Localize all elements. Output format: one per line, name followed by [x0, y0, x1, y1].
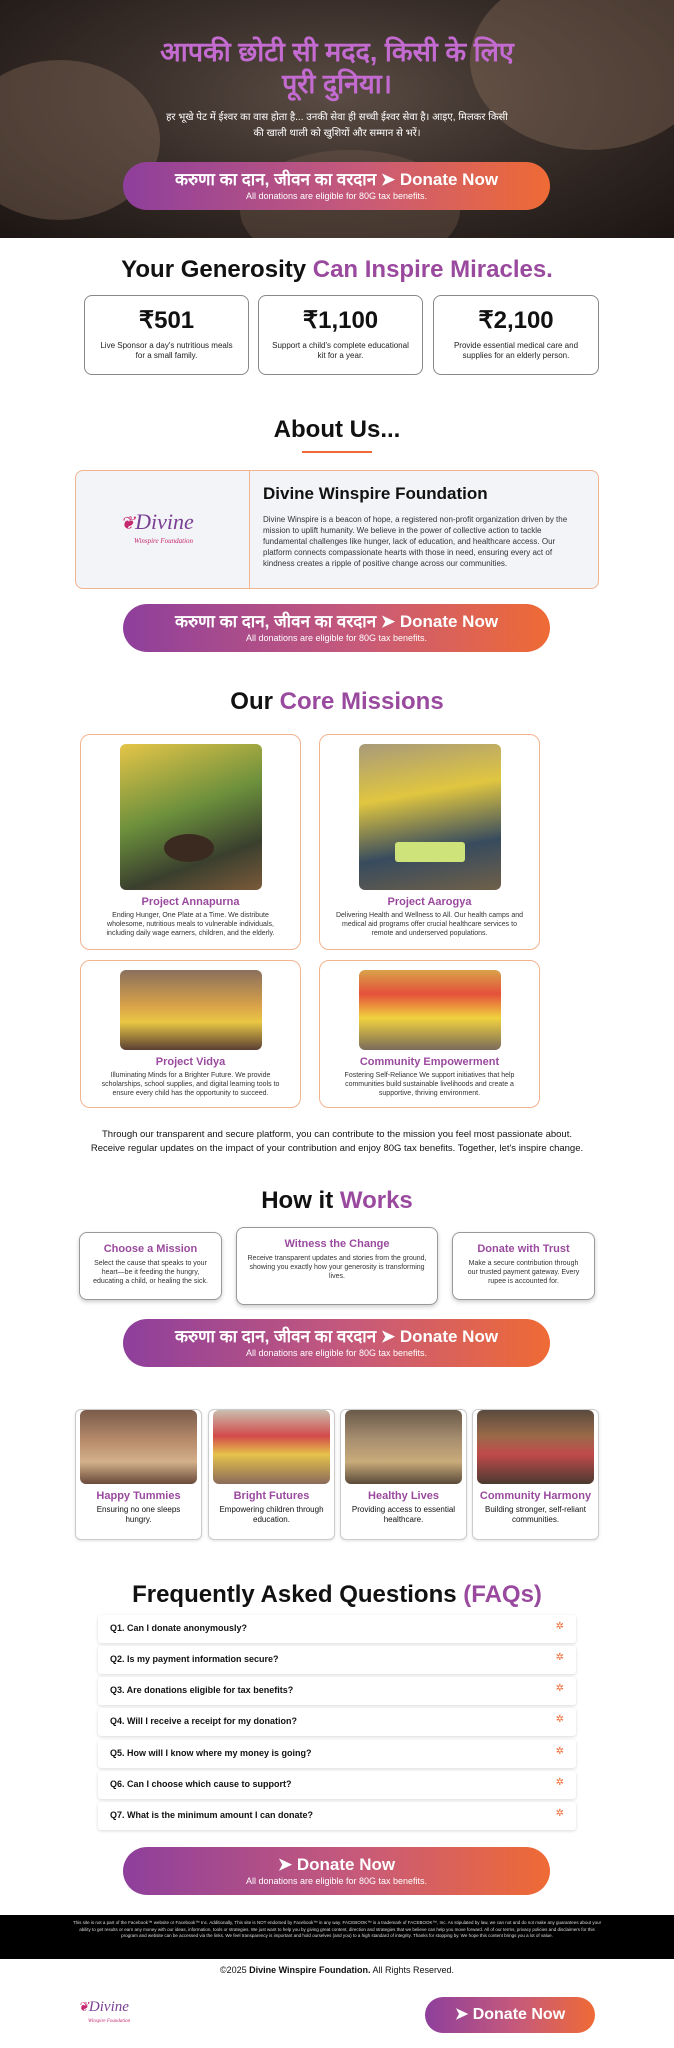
- about-card: [75, 470, 599, 589]
- faq-question: Q4. Will I receive a receipt for my donation?: [110, 1716, 297, 1726]
- faq-question: Q1. Can I donate anonymously?: [110, 1623, 248, 1633]
- copyright-prefix: ©2025: [219, 1965, 250, 1975]
- donate-button-note: All donations are eligible for 80G tax benefits.: [245, 633, 428, 643]
- donate-now-button[interactable]: [123, 162, 550, 210]
- how-step-title: Choose a Mission: [103, 1243, 198, 1255]
- impact-desc: Empowering children through education.: [219, 1505, 324, 1524]
- impact-card: [340, 1409, 467, 1540]
- about-heading: About Us...: [273, 416, 401, 443]
- mission-card[interactable]: [319, 960, 540, 1108]
- heart-wing-icon: ❦: [78, 1999, 89, 2014]
- faq-question: Q6. Can I choose which cause to support?: [110, 1779, 292, 1789]
- mission-desc: Fostering Self-Reliance We support initiatives that help communities build sustainable livelihoods and create a supportive, thriving environment.: [344, 1072, 515, 1097]
- donation-tier-amount: ₹501: [138, 307, 195, 334]
- about-logo-subtitle: Winspire Foundation: [134, 537, 194, 545]
- donate-now-button[interactable]: [123, 604, 550, 652]
- faq-item[interactable]: [98, 1646, 576, 1674]
- missions-footer-line1: Through our transparent and secure platform, you can contribute to the mission you feel most passionate about.: [102, 1129, 572, 1140]
- gear-chevron-icon: ✲: [555, 1777, 564, 1788]
- copyright-suffix: All Rights Reserved.: [370, 1965, 455, 1975]
- impact-desc: Building stronger, self-reliant communities.: [485, 1505, 586, 1524]
- hero-heading-line1: आपकी छोटी सी मदद, किसी के लिए: [160, 37, 514, 67]
- how-step-card: [79, 1232, 222, 1300]
- impact-photo: [213, 1410, 330, 1484]
- faq-item[interactable]: [98, 1708, 576, 1736]
- impact-title: Healthy Lives: [368, 1490, 439, 1502]
- mission-title: Project Annapurna: [141, 896, 240, 908]
- missions-footer-line2: Receive regular updates on the impact of your contribution and enjoy 80G tax benefits. Together, let's inspire change.: [90, 1143, 584, 1154]
- faq-heading-plain: Frequently Asked Questions: [132, 1581, 464, 1608]
- hero-subtext: [0, 110, 674, 142]
- faq-question: Q2. Is my payment information secure?: [110, 1654, 279, 1664]
- faq-heading: [0, 1581, 674, 1609]
- copyright-brand: Divine Winspire Foundation.: [249, 1965, 371, 1975]
- donation-tier-desc: Live Sponsor a day's nutritious meals for a small family.: [100, 341, 233, 360]
- about-logo-wordmark: ❦Divine: [120, 509, 194, 534]
- disclaimer-text: This site is not a part of the Facebook™ website or Facebook™ Inc. Additionally, This site is NOT endorsed by Facebook™ in any way. FACEBOOK™ is a trademark of FACEBOOK™, Inc. As stipulated by law, we can not and do not make any guarantees about your ability to get results or earn any money with our ideas, information, tools or strategies. We just want to help you by giving great content, direction and strategies that we believe can help you move forward. All of our terms, privacy policies and disclaimers for this program and website can be accessed via the links. We feel transparency is important and hold ourselves (and you) to a high standard of integrity. Thanks for stopping by. We hope this content brings you a lot of value.: [72, 1920, 602, 1938]
- faq-heading-accent: (FAQs): [463, 1581, 542, 1608]
- hero-heading-line2: पूरी दुनिया।: [281, 69, 393, 99]
- mission-title: Project Vidya: [155, 1056, 226, 1068]
- mission-desc: Ending Hunger, One Plate at a Time. We distribute wholesome, nutritious meals to vulnerable individuals, including daily wage earners, children, and the elderly.: [106, 912, 275, 937]
- donate-button-note: All donations are eligible for 80G tax benefits.: [245, 191, 428, 201]
- sticky-donate-label: ➤ Donate Now: [454, 2006, 566, 2023]
- mission-card[interactable]: [80, 960, 301, 1108]
- mission-title: Project Aarogya: [387, 896, 472, 908]
- gear-chevron-icon: ✲: [555, 1652, 564, 1663]
- sticky-logo-subtitle: Winspire Foundation: [88, 2019, 131, 2024]
- impact-card: [75, 1409, 202, 1540]
- generosity-heading-accent: Can Inspire Miracles.: [312, 256, 553, 283]
- faq-item[interactable]: [98, 1677, 576, 1705]
- gear-chevron-icon: ✲: [555, 1746, 564, 1757]
- donation-tier-card[interactable]: [258, 295, 423, 375]
- hero-subtext-line1: हर भूखे पेट में ईश्वर का वास होता है... उनकी सेवा ही सच्ची ईश्वर सेवा है। आइए, मिलकर किसी: [166, 112, 508, 123]
- faq-item[interactable]: [98, 1615, 576, 1643]
- donation-tier-card[interactable]: [433, 295, 599, 375]
- mission-desc: Delivering Health and Wellness to All. Our health camps and medical aid programs offer crucial healthcare services to remote and underserved populations.: [335, 912, 524, 937]
- mission-desc: Illuminating Minds for a Brighter Future. We provide scholarships, school supplies, and digital learning tools to ensure every child has the opportunity to succeed.: [101, 1072, 280, 1097]
- missions-heading-accent: Core Missions: [279, 688, 444, 715]
- missions-heading: [0, 688, 674, 716]
- missions-footer-text: [0, 1128, 674, 1156]
- impact-title: Happy Tummies: [96, 1490, 181, 1502]
- generosity-heading-plain: Your Generosity: [121, 256, 313, 283]
- impact-photo: [477, 1410, 594, 1484]
- mission-title: Community Empowerment: [359, 1056, 500, 1068]
- impact-photo: [345, 1410, 462, 1484]
- how-step-card: [452, 1232, 595, 1300]
- faq-item[interactable]: [98, 1740, 576, 1768]
- donation-tier-desc: Support a child's complete educational kit for a year.: [272, 341, 409, 360]
- faq-item[interactable]: [98, 1802, 576, 1830]
- donate-now-button[interactable]: [123, 1319, 550, 1367]
- donate-button-label: करुणा का दान, जीवन का वरदान ➤ Donate Now: [174, 1327, 499, 1346]
- how-step-title: Donate with Trust: [477, 1243, 570, 1255]
- impact-title: Community Harmony: [479, 1490, 592, 1502]
- about-heading-underline: [302, 451, 372, 453]
- mission-card[interactable]: [319, 734, 540, 950]
- gear-chevron-icon: ✲: [555, 1714, 564, 1725]
- final-donate-button[interactable]: [123, 1847, 550, 1895]
- how-step-title: Witness the Change: [284, 1238, 390, 1250]
- faq-question: Q3. Are donations eligible for tax benefits?: [110, 1685, 294, 1695]
- about-body: Divine Winspire is a beacon of hope, a registered non-profit organization driven by the mission to uplift humanity. We believe in the power of collective action to tackle fundamental challenges like hunger, lack of education, and healthcare access. Our platform connects compassionate hearts with those in need, ensuring every act of kindness creates a ripple of positive change across our communities.: [263, 515, 568, 568]
- donation-tier-amount: ₹2,100: [478, 307, 554, 334]
- final-donate-note: All donations are eligible for 80G tax benefits.: [245, 1876, 428, 1886]
- impact-photo: [80, 1410, 197, 1484]
- mission-photo: [359, 970, 501, 1050]
- mission-photo: [120, 744, 262, 890]
- sticky-bar: [0, 1985, 674, 2048]
- sticky-logo[interactable]: ❦Divine: [78, 1999, 129, 2015]
- how-heading-accent: Works: [339, 1187, 413, 1214]
- impact-card: [472, 1409, 599, 1540]
- disclaimer-bar: [0, 1915, 674, 1959]
- donate-button-label: करुणा का दान, जीवन का वरदान ➤ Donate Now: [174, 612, 499, 631]
- hero-heading: [0, 36, 674, 100]
- cake-shape: [164, 834, 214, 862]
- impact-desc: Ensuring no one sleeps hungry.: [96, 1505, 181, 1524]
- copyright: [0, 1965, 674, 1975]
- missions-heading-plain: Our: [230, 688, 280, 715]
- how-heading-plain: How it: [261, 1187, 340, 1214]
- faq-item[interactable]: [98, 1771, 576, 1799]
- how-heading: [0, 1187, 674, 1215]
- how-step-desc: Receive transparent updates and stories from the ground, showing you exactly how your generosity is transforming lives.: [247, 1255, 427, 1280]
- impact-card: [208, 1409, 335, 1540]
- mission-card[interactable]: [80, 734, 301, 950]
- gear-chevron-icon: ✲: [555, 1683, 564, 1694]
- how-step-desc: Select the cause that speaks to your heart—be it feeding the hungry, educating a child, or healing the sick.: [93, 1260, 208, 1285]
- impact-title: Bright Futures: [233, 1490, 310, 1502]
- how-step-desc: Make a secure contribution through our trusted payment gateway. Every rupee is accounted for.: [467, 1260, 580, 1285]
- faq-question: Q5. How will I know where my money is going?: [110, 1748, 312, 1758]
- hero-subtext-line2: की खाली थाली को खुशियों और सम्मान से भरें।: [253, 128, 421, 139]
- gear-chevron-icon: ✲: [555, 1808, 564, 1819]
- final-donate-label: ➤ Donate Now: [277, 1855, 396, 1874]
- gear-chevron-icon: ✲: [555, 1621, 564, 1632]
- mission-photo: [359, 744, 501, 890]
- donate-button-note: All donations are eligible for 80G tax benefits.: [245, 1348, 428, 1358]
- impact-desc: Providing access to essential healthcare.: [351, 1505, 456, 1524]
- donate-button-label: करुणा का दान, जीवन का वरदान ➤ Donate Now: [174, 170, 499, 189]
- how-step-card: [236, 1227, 438, 1305]
- sticky-donate-button[interactable]: [425, 1997, 595, 2033]
- donation-tier-card[interactable]: [84, 295, 249, 375]
- generosity-heading: [0, 256, 674, 284]
- heart-wing-icon: ❦: [120, 513, 136, 533]
- hero-section: [0, 0, 674, 238]
- faq-question: Q7. What is the minimum amount I can donate?: [110, 1810, 314, 1820]
- table-shape: [395, 842, 465, 862]
- about-org-name: Divine Winspire Foundation: [263, 484, 488, 503]
- about-logo-panel: [76, 471, 250, 589]
- mission-photo: [120, 970, 262, 1050]
- donation-tier-amount: ₹1,100: [302, 307, 379, 334]
- donation-tier-desc: Provide essential medical care and supplies for an elderly person.: [453, 341, 579, 360]
